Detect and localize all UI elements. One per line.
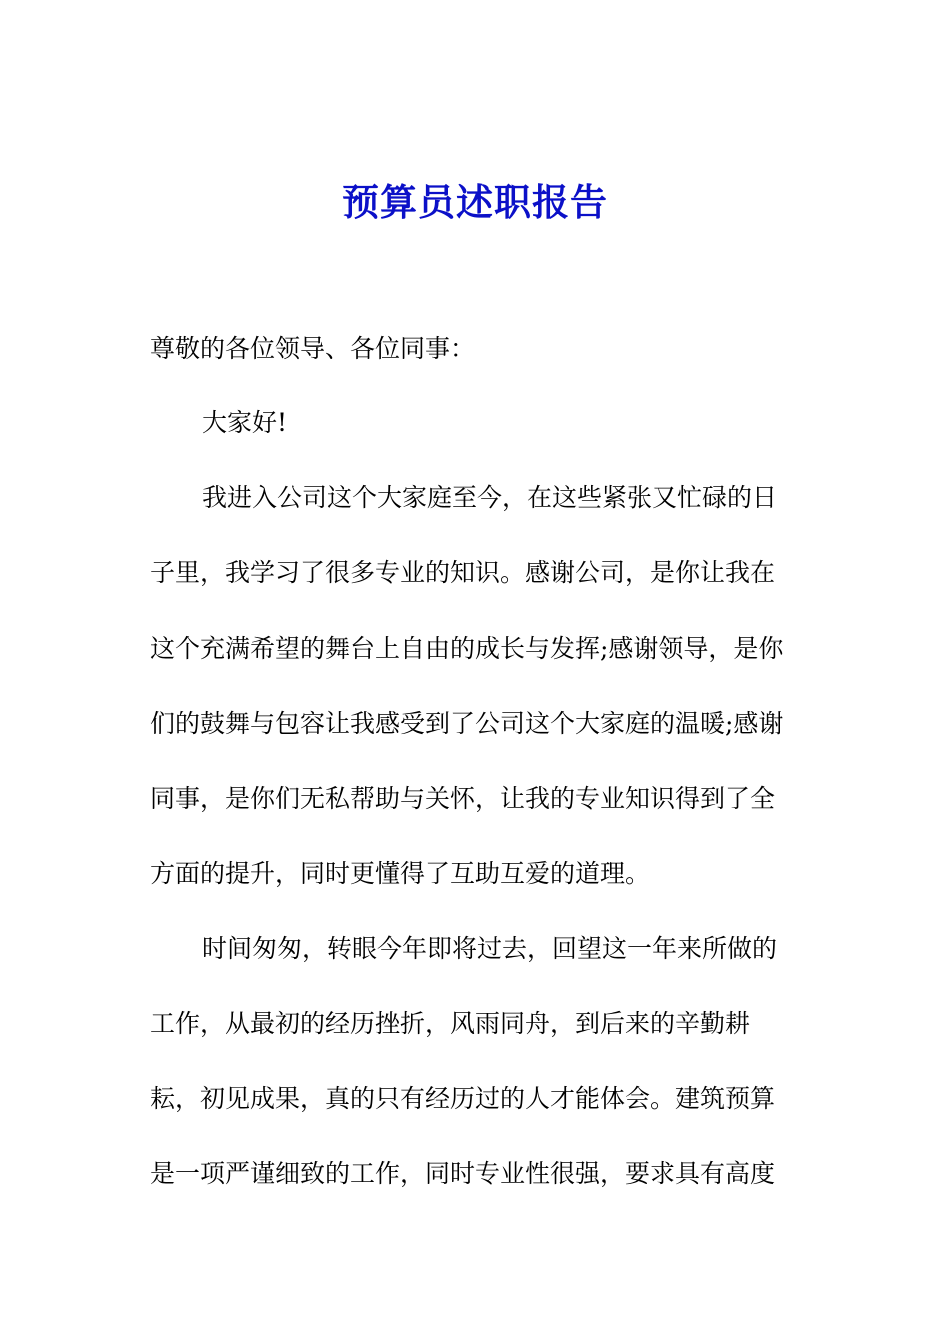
paragraph-line: 时间匆匆，转眼今年即将过去，回望这一年来所做的 [202, 934, 778, 963]
document-title: 预算员述职报告 [342, 180, 608, 224]
greeting-line: 大家好! [202, 408, 288, 437]
paragraph-line: 是一项严谨细致的工作，同时专业性很强，要求具有高度 [150, 1159, 776, 1188]
paragraph-line: 这个充满希望的舞台上自由的成长与发挥;感谢领导，是你 [150, 634, 784, 663]
paragraph-line: 同事，是你们无私帮助与关怀，让我的专业知识得到了全 [150, 784, 776, 813]
paragraph-line: 子里，我学习了很多专业的知识。感谢公司，是你让我在 [150, 558, 776, 587]
paragraph-line: 工作，从最初的经历挫折，风雨同舟，到后来的辛勤耕 [150, 1009, 751, 1038]
paragraph-line: 我进入公司这个大家庭至今，在这些紧张又忙碌的日 [202, 483, 778, 512]
paragraph-line: 方面的提升，同时更懂得了互助互爱的道理。 [150, 859, 651, 888]
paragraph-line: 耘，初见成果，真的只有经历过的人才能体会。建筑预算 [150, 1084, 776, 1113]
paragraph-line: 们的鼓舞与包容让我感受到了公司这个大家庭的温暖;感谢 [150, 709, 784, 738]
salutation-line: 尊敬的各位领导、各位同事： [150, 334, 476, 363]
